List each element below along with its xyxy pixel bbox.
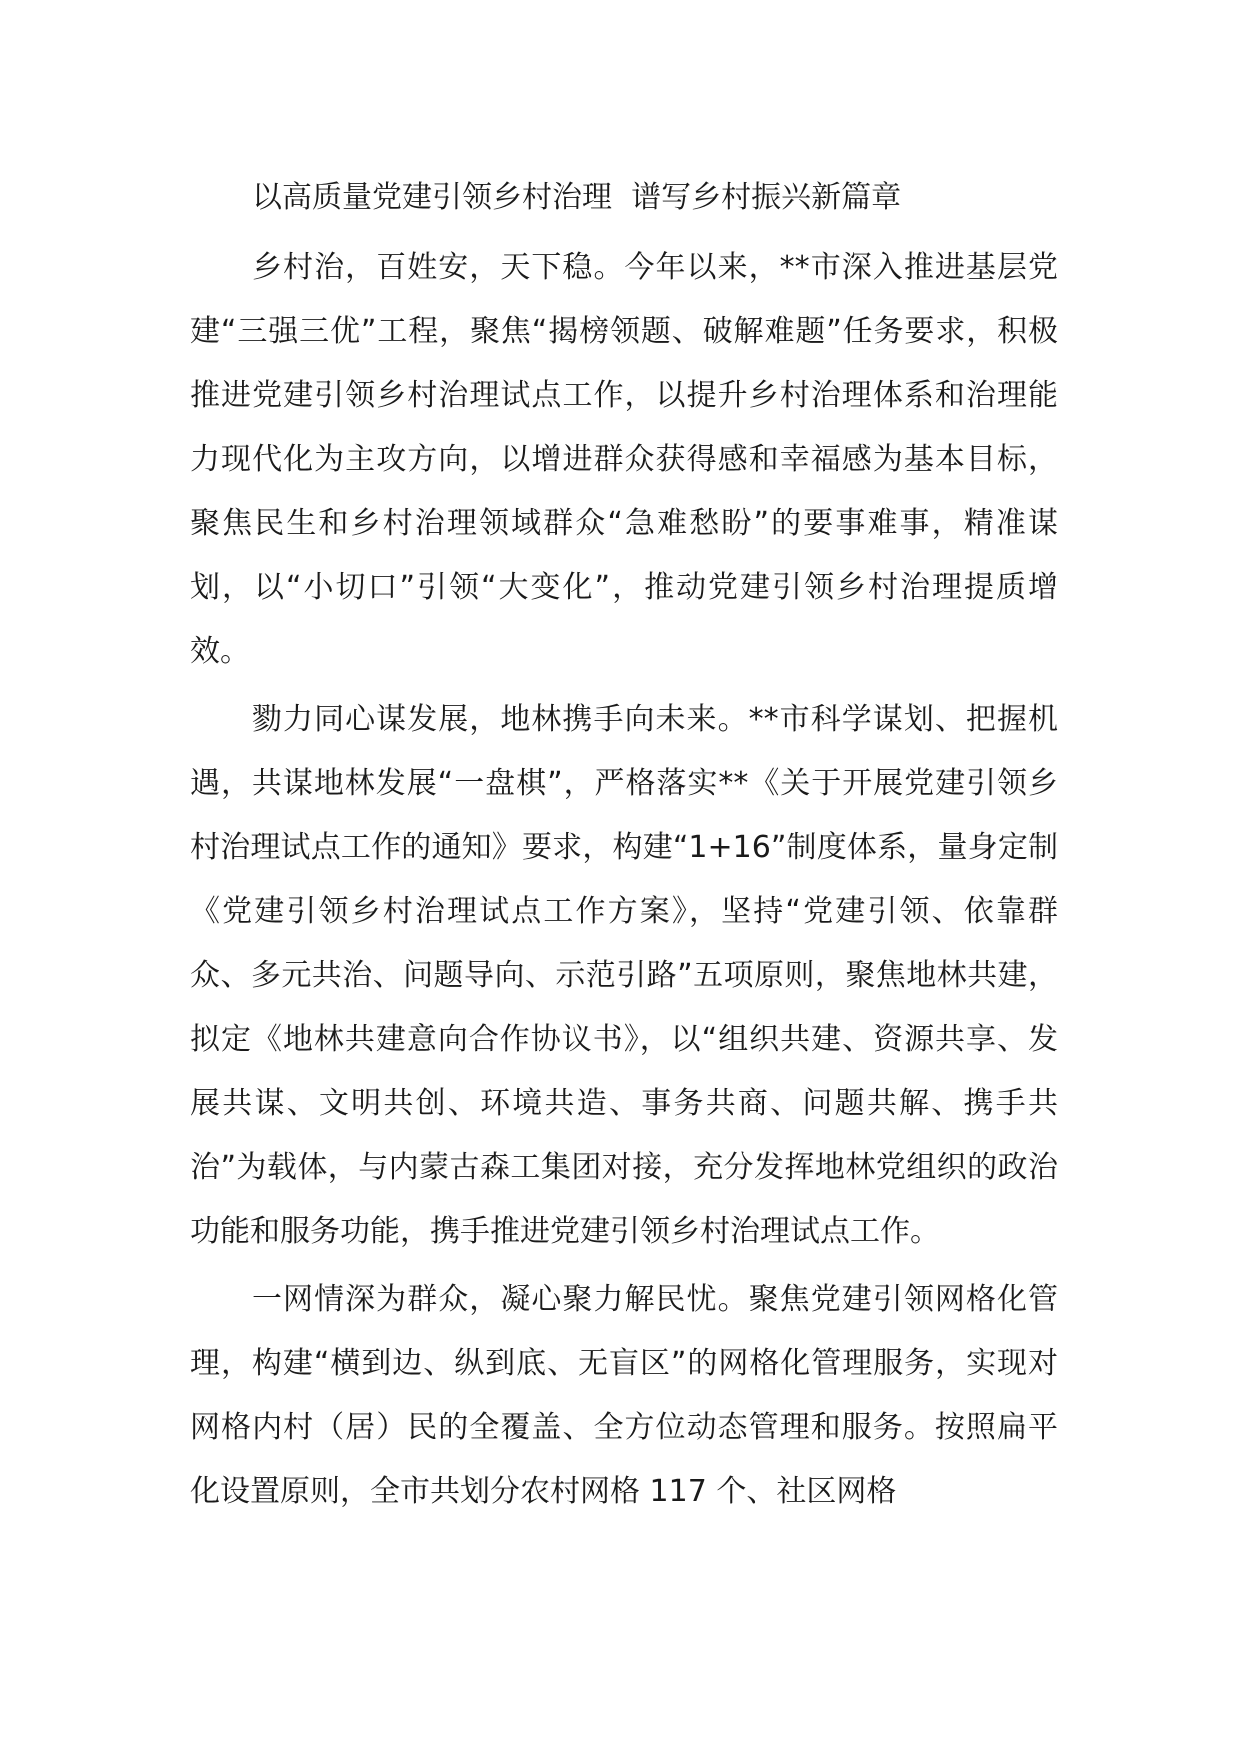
paragraph-3: 一网情深为群众，凝心聚力解民忧。聚焦党建引领网格化管理，构建“横到边、纵到底、无盲区”的网格化管理服务，实现对网格内村（居）民的全覆盖、全方位动态管理和服务。按照扁平化设置原则，全市共划分农村网格 117 个、社区网格 xyxy=(190,1282,1058,1509)
document-title: 以高质量党建引领乡村治理 谱写乡村振兴新篇章 xyxy=(252,180,902,215)
document-body xyxy=(190,170,1058,1528)
paragraph-1: 乡村治，百姓安，天下稳。今年以来，**市深入推进基层党建“三强三优”工程，聚焦“揭榜领题、破解难题”任务要求，积极推进党建引领乡村治理试点工作，以提升乡村治理体系和治理能力现代化为主攻方向，以增进群众获得感和幸福感为基本目标，聚焦民生和乡村治理领域群众“急难愁盼”的要事难事，精准谋划，以“小切口”引领“大变化”，推动党建引领乡村治理提质增效。 xyxy=(190,250,1058,669)
paragraph-2: 勠力同心谋发展，地林携手向未来。**市科学谋划、把握机遇，共谋地林发展“一盘棋”，严格落实**《关于开展党建引领乡村治理试点工作的通知》要求，构建“1+16”制度体系，量身定制《党建引领乡村治理试点工作方案》，坚持“党建引领、依靠群众、多元共治、问题导向、示范引路”五项原则，聚焦地林共建，拟定《地林共建意向合作协议书》，以“组织共建、资源共享、发展共谋、文明共创、环境共造、事务共商、问题共解、携手共治”为载体，与内蒙古森工集团对接，充分发挥地林党组织的政治功能和服务功能，携手推进党建引领乡村治理试点工作。 xyxy=(190,702,1058,1249)
